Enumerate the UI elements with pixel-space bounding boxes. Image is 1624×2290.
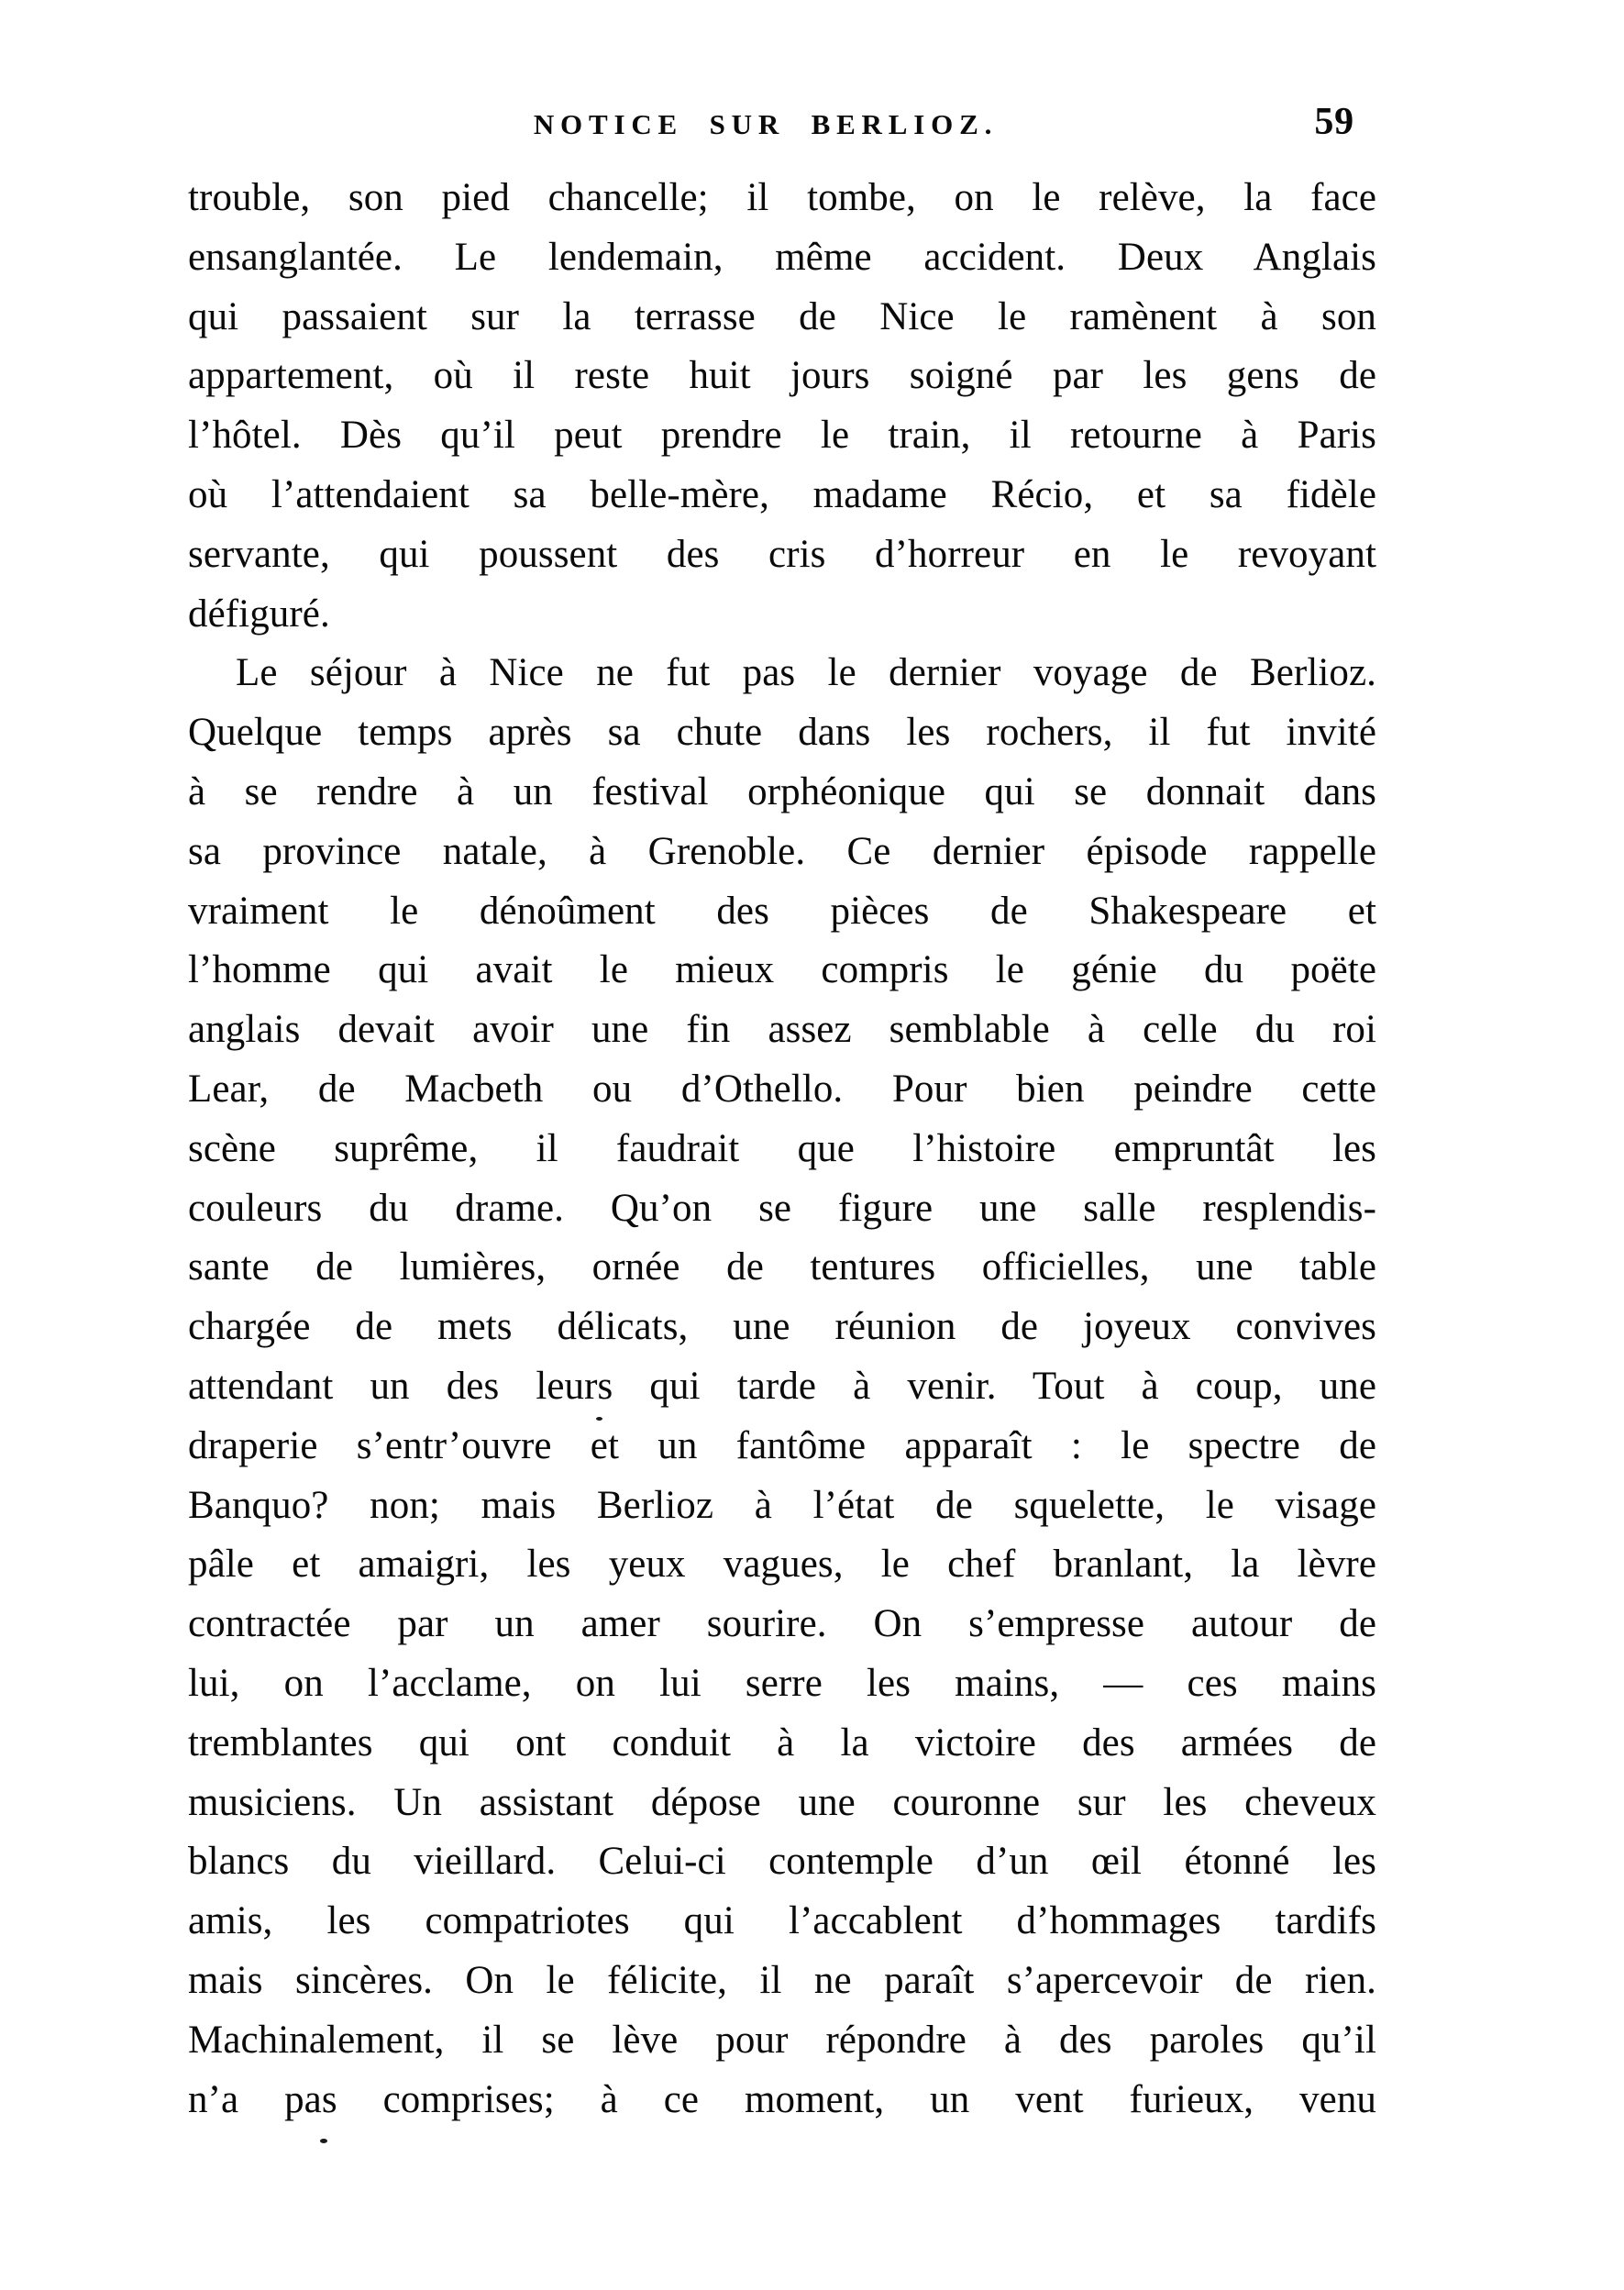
text-line: l’homme qui avait le mieux compris le génie du poëte: [188, 948, 1376, 992]
text-line: appartement, où il reste huit jours soigné par les gens de: [188, 354, 1376, 398]
page-number: 59: [1314, 101, 1354, 143]
text-line: anglais devait avoir une fin assez semblable à celle du roi: [188, 1008, 1376, 1052]
text-line: qui passaient sur la terrasse de Nice le ramènent à son: [188, 294, 1376, 338]
text-line: attendant un des leurs qui tarde à venir. Tout à coup, une: [188, 1364, 1376, 1408]
text-line: blancs du vieillard. Celui-ci contemple d’un œil étonné les: [188, 1840, 1376, 1884]
page-title: NOTICE SUR BERLIOZ.: [533, 108, 999, 140]
running-header: [188, 103, 1376, 149]
scan-speck: [596, 1417, 602, 1421]
text-line: couleurs du drame. Qu’on se figure une salle resplendis-: [188, 1186, 1376, 1230]
text-line: Banquo? non; mais Berlioz à l’état de squelette, le visage: [188, 1483, 1376, 1527]
text-line: mais sincères. On le félicite, il ne paraît s’apercevoir de rien.: [188, 1958, 1376, 2002]
text-line: sa province natale, à Grenoble. Ce dernier épisode rappelle: [188, 829, 1376, 873]
text-line: l’hôtel. Dès qu’il peut prendre le train, il retourne à Paris: [188, 414, 1376, 458]
text-line: chargée de mets délicats, une réunion de joyeux convives: [188, 1305, 1376, 1349]
text-line: musiciens. Un assistant dépose une couronne sur les cheveux: [188, 1780, 1376, 1824]
text-line: draperie s’entr’ouvre et un fantôme apparaît : le spectre de: [188, 1423, 1376, 1467]
text-line: pâle et amaigri, les yeux vagues, le chef branlant, la lèvre: [188, 1543, 1376, 1587]
body-text: [188, 169, 1376, 2130]
text-line: ensanglantée. Le lendemain, même accident. Deux Anglais: [188, 235, 1376, 279]
text-line: n’a pas comprises; à ce moment, un vent furieux, venu: [188, 2077, 1376, 2121]
text-line: défiguré.: [188, 592, 330, 636]
text-line: à se rendre à un festival orphéonique qui se donnait dans: [188, 769, 1376, 813]
text-line: où l’attendaient sa belle-mère, madame Récio, et sa fidèle: [188, 472, 1376, 516]
scan-speck: [320, 2139, 327, 2143]
text-line: servante, qui poussent des cris d’horreur en le revoyant: [188, 532, 1376, 576]
text-line: scène suprême, il faudrait que l’histoire empruntât les: [188, 1126, 1376, 1170]
text-line: vraiment le dénoûment des pièces de Shakespeare et: [188, 889, 1376, 933]
text-line: Quelque temps après sa chute dans les rochers, il fut invité: [188, 711, 1376, 755]
text-line: Lear, de Macbeth ou d’Othello. Pour bien peindre cette: [188, 1067, 1376, 1111]
text-line: tremblantes qui ont conduit à la victoire des armées de: [188, 1720, 1376, 1765]
text-line: Machinalement, il se lève pour répondre à des paroles qu’il: [188, 2018, 1376, 2062]
text-line: contractée par un amer sourire. On s’empresse autour de: [188, 1602, 1376, 1646]
text-line: lui, on l’acclame, on lui serre les mains, — ces mains: [188, 1661, 1376, 1705]
text-line: sante de lumières, ornée de tentures officielles, une table: [188, 1245, 1376, 1289]
text-line: amis, les compatriotes qui l’accablent d’hommages tardifs: [188, 1899, 1376, 1943]
text-line: trouble, son pied chancelle; il tombe, on le relève, la face: [188, 176, 1376, 219]
text-line: Le séjour à Nice ne fut pas le dernier voyage de Berlioz.: [236, 651, 1376, 695]
